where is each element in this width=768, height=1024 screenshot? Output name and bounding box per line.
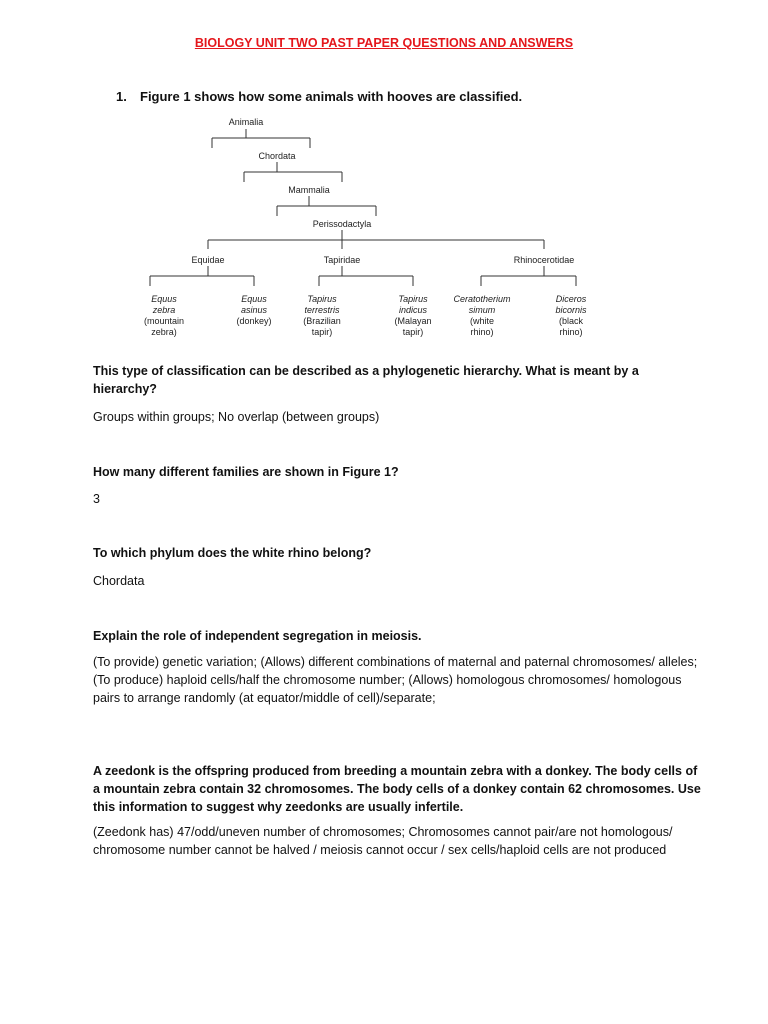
species-genus: Equus <box>151 294 177 304</box>
taxon-phylum: Chordata <box>258 151 296 161</box>
species-common-name: (donkey) <box>236 316 272 326</box>
answer-text: Groups within groups; No overlap (between groups) <box>93 410 380 424</box>
species-black-rhino <box>555 294 587 337</box>
question-1 <box>116 89 522 104</box>
answer-text: Chordata <box>93 574 145 588</box>
species-donkey <box>236 294 271 326</box>
family-equidae: Equidae <box>191 255 225 265</box>
qa-answer <box>93 408 703 426</box>
species-common-name: (Brazilian <box>303 316 341 326</box>
species-epithet: terrestris <box>304 305 340 315</box>
answer-text: (Zeedonk has) 47/odd/uneven number of chromosomes; Chromosomes cannot pair/are not homologous/ chromosome number cannot be halved / meiosis cannot occur / sex cells/haploid cells are not produced <box>93 825 673 857</box>
question-text: Explain the role of independent segregation in meiosis. <box>93 629 422 643</box>
classification-figure <box>136 108 596 358</box>
taxon-kingdom: Animalia <box>228 117 264 127</box>
species-brazilian-tapir <box>303 294 341 337</box>
answer-text: (To provide) genetic variation; (Allows) different combinations of maternal and paternal chromosomes/ alleles; (To produce) haploid cells/half the chromosome number; (Allows) homologous chromosomes/ homologous pairs to arrange randomly (at equator/middle of cell)/separate; <box>93 655 698 705</box>
taxon-class: Mammalia <box>288 185 330 195</box>
question-1-text: Figure 1 shows how some animals with hooves are classified. <box>140 89 523 104</box>
species-genus: Diceros <box>555 294 587 304</box>
family-rhinocerotidae: Rhinocerotidae <box>513 255 575 265</box>
page-title: BIOLOGY UNIT TWO PAST PAPER QUESTIONS AND ANSWERS <box>194 36 574 50</box>
qa-item <box>93 627 703 645</box>
species-common-name: rhino) <box>559 327 583 337</box>
species-common-name: (black <box>558 316 584 326</box>
qa-answer <box>93 653 703 707</box>
qa-answer <box>93 490 703 508</box>
question-text: This type of classification can be described as a phylogenetic hierarchy. What is meant by a hierarchy? <box>93 364 639 396</box>
species-genus: Tapirus <box>398 294 428 304</box>
qa-item <box>93 544 703 562</box>
species-genus: Equus <box>241 294 267 304</box>
species-epithet: bicornis <box>555 305 587 315</box>
question-text: How many different families are shown in Figure 1? <box>93 465 399 479</box>
species-epithet: zebra <box>152 305 176 315</box>
qa-item <box>93 762 703 816</box>
question-number: 1. <box>116 89 127 104</box>
qa-item <box>93 362 703 398</box>
species-white-rhino <box>453 294 511 337</box>
question-text: A zeedonk is the offspring produced from breeding a mountain zebra with a donkey. The body cells of a mountain zebra contain 32 chromosomes. The body cells of a donkey contain 62 chromosomes. Use this information to suggest why zeedonks are usually infertile. <box>93 764 701 814</box>
qa-item <box>93 463 703 481</box>
species-common-name: (mountain <box>143 316 185 326</box>
species-common-name: tapir) <box>311 327 333 337</box>
question-text: To which phylum does the white rhino belong? <box>93 546 372 560</box>
qa-answer <box>93 823 703 859</box>
answer-text: 3 <box>93 492 100 506</box>
classification-tree-diagram <box>136 108 596 358</box>
qa-answer <box>93 572 703 590</box>
species-epithet: indicus <box>398 305 428 315</box>
species-epithet: asinus <box>240 305 268 315</box>
species-genus: Ceratotherium <box>453 294 511 304</box>
species-common-name: zebra) <box>151 327 177 337</box>
species-genus: Tapirus <box>307 294 337 304</box>
species-common-name: rhino) <box>470 327 494 337</box>
taxon-order: Perissodactyla <box>312 219 372 229</box>
species-common-name: tapir) <box>402 327 424 337</box>
family-tapiridae: Tapiridae <box>323 255 361 265</box>
species-mountain-zebra <box>144 294 184 337</box>
species-epithet: simum <box>468 305 496 315</box>
species-common-name: (Malayan <box>394 316 432 326</box>
species-malayan-tapir <box>394 294 431 337</box>
species-common-name: (white <box>469 316 495 326</box>
